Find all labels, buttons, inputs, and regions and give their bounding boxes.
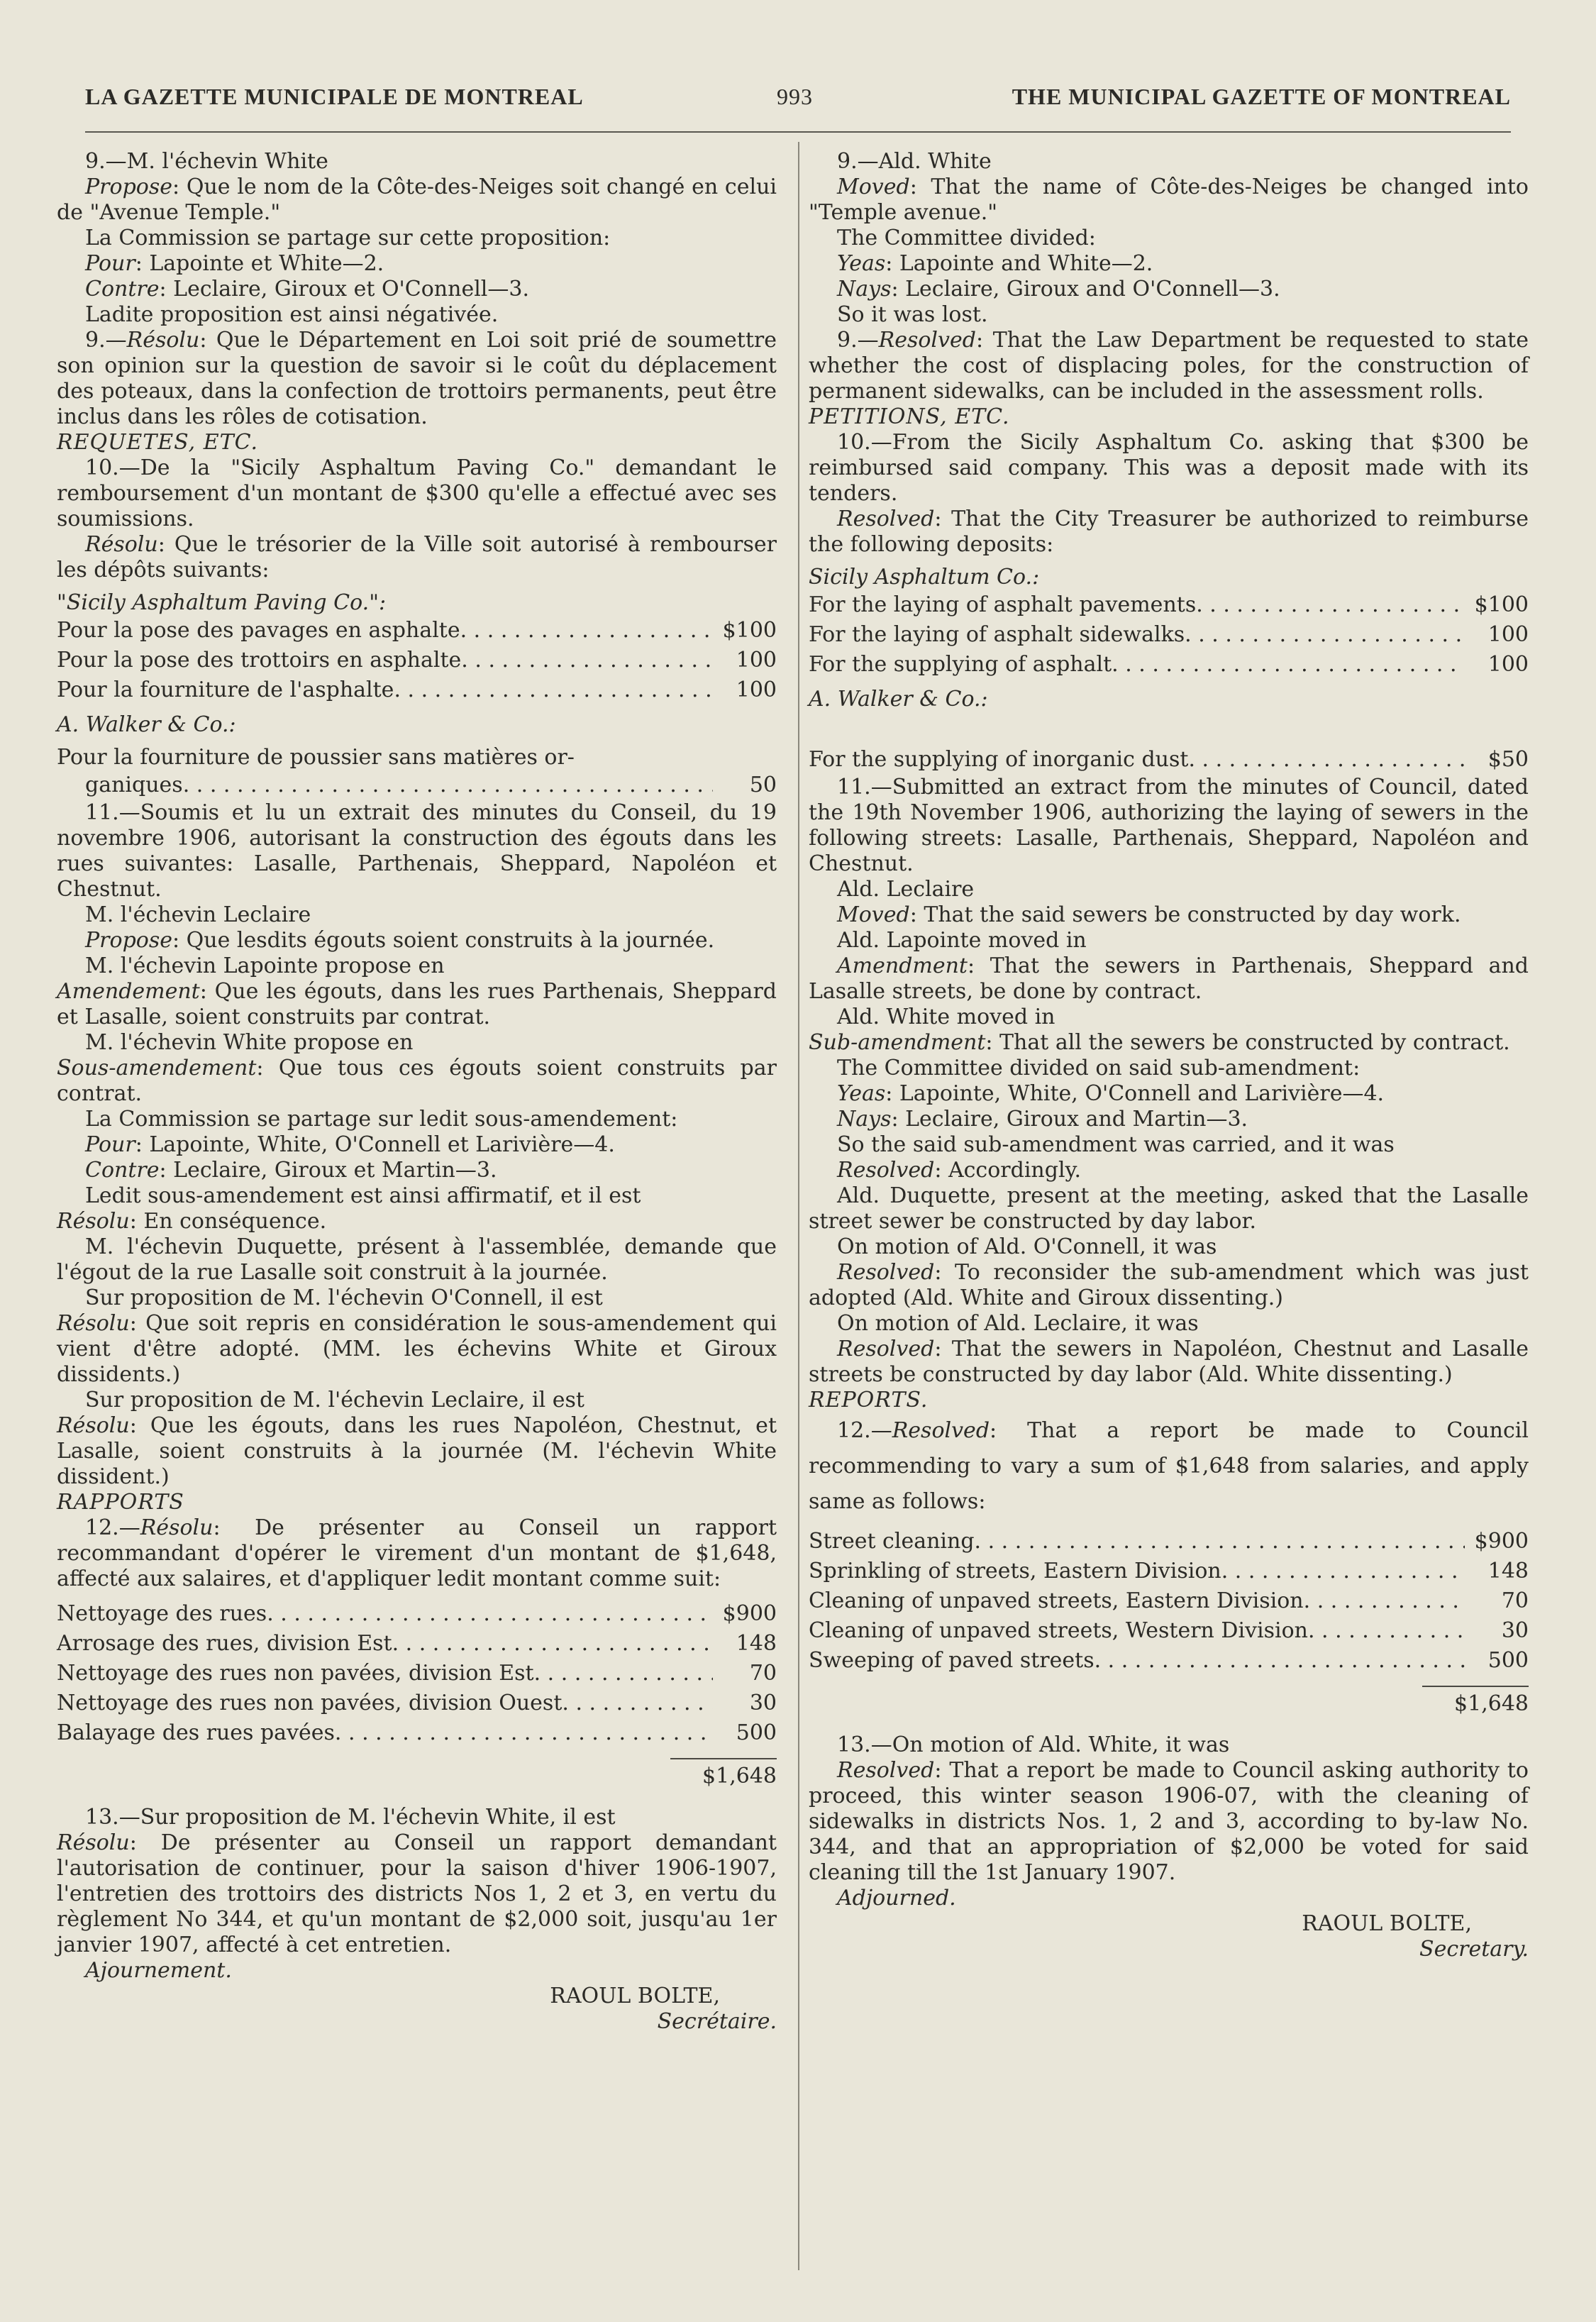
item-10-resolution: Resolved: That the City Treasurer be authorized to reimburse the following deposits: (809, 507, 1529, 557)
item-9-motion: Moved: That the name of Côte-des-Neiges be changed into "Temple avenue." (809, 175, 1529, 225)
salary-row: Balayage des rues pavées . . . 500 (57, 1718, 777, 1748)
item-11-leclaire-motion: On motion of Ald. Leclaire, it was (837, 1311, 1199, 1336)
item-11-leclaire-motion: Sur proposition de M. l'échevin Leclaire, il est (85, 1388, 584, 1412)
header-title-en: THE MUNICIPAL GAZETTE OF MONTREAL (1012, 84, 1511, 109)
total-rule (670, 1758, 777, 1759)
salary-row: Arrosage des rues, division Est . . . 148 (57, 1629, 777, 1659)
item-13-resolution: Resolved: That a report be made to Council asking authority to proceed, this winter season 1906-07, with the cleaning of sidewalks in districts Nos. 1, 2 and 3, according to by-law No. 344, and that an appropriation of $2,000 be voted for said cleaning till the 1st January 1907. (809, 1758, 1529, 1885)
total-rule (1422, 1686, 1529, 1687)
walker-row: For the supplying of inorganic dust . . . $50 (809, 745, 1529, 775)
adjournment: Adjourned. (837, 1886, 956, 1911)
header-rule (85, 131, 1511, 133)
item-9b-resolution: 9.—Resolved: That the Law Department be requested to state whether the cost of displacing poles, for the construction of permanent sidewalks, can be included in the assessment rolls. (809, 328, 1529, 404)
item-9-result: Ladite proposition est ainsi négativée. (85, 302, 499, 327)
item-11-alderman: Ald. Leclaire (837, 877, 975, 902)
item-9-division: The Committee divided: (837, 226, 1096, 250)
item-11-oconnell: On motion of Ald. O'Connell, it was (837, 1234, 1217, 1259)
item-9-against: Contre: Leclaire, Giroux et O'Connell—3. (85, 277, 530, 302)
section-reports: REPORTS. (809, 1388, 929, 1412)
signature-name: RAOUL BOLTE, (550, 1984, 720, 2008)
item-11-duquette: M. l'échevin Duquette, présent à l'assemblée, demande que l'égout de la rue Lasalle soit construit à la journée. (57, 1234, 777, 1285)
item-12-resolution: 12.—Résolu: De présenter au Conseil un rapport recommandant d'opérer le virement d'un montant de $1,648, affecté aux salaires, et d'appliquer ledit montant comme suit: (57, 1515, 777, 1591)
item-11-resolution-2: Résolu: Que soit repris en considération le sous-amendement qui vient d'être adopté. (MM. les échevins White et Giroux dissidents.) (57, 1311, 777, 1387)
item-11-division: La Commission se partage sur ledit sous-amendement: (85, 1107, 678, 1132)
item-11-motion: Moved: That the said sewers be constructed by day work. (837, 902, 1461, 927)
item-9-result: So it was lost. (837, 302, 988, 327)
salary-row: Nettoyage des rues non pavées, division Ouest . . . 30 (57, 1688, 777, 1718)
item-11-lapointe: Ald. Lapointe moved in (837, 928, 1087, 953)
item-11-carried: So the said sub-amendment was carried, and it was (837, 1132, 1395, 1157)
item-11-white: M. l'échevin White propose en (85, 1030, 414, 1055)
item-11-subamendment: Sous-amendement: Que tous ces égouts soient construits par contrat. (57, 1056, 777, 1106)
sicily-row: Pour la pose des pavages en asphalte . . . $100 (57, 616, 777, 646)
column-divider (798, 142, 799, 2270)
salary-row: Cleaning of unpaved streets, Eastern Division . . . 70 (809, 1586, 1529, 1616)
signature-title: Secrétaire. (657, 2009, 777, 2034)
sicily-row: Pour la pose des trottoirs en asphalte . . . 100 (57, 646, 777, 675)
item-11-extract: 11.—Soumis et lu un extrait des minutes du Conseil, du 19 novembre 1906, autorisant la construction des égouts dans les rues suivantes: Lasalle, Parthenais, Sheppard, Napoléon et Chestnut. (57, 800, 777, 902)
item-11-amendment: Amendment: That the sewers in Parthenais, Sheppard and Lasalle streets, be done by contract. (809, 953, 1529, 1004)
sicily-row: For the laying of asphalt pavements . . . $100 (809, 590, 1529, 620)
item-11-nays: Nays: Leclaire, Giroux and Martin—3. (837, 1107, 1248, 1132)
item-11-amendment: Amendement: Que les égouts, dans les rues Parthenais, Sheppard et Lasalle, soient construits par contrat. (57, 979, 777, 1029)
item-11-yeas: Yeas: Lapointe, White, O'Connell and Larivière—4. (837, 1081, 1385, 1106)
signature-title: Secretary. (1419, 1937, 1529, 1962)
salary-row: Cleaning of unpaved streets, Western Division . . . 30 (809, 1616, 1529, 1646)
item-11-duquette: Ald. Duquette, present at the meeting, asked that the Lasalle street sewer be constructed by day labor. (809, 1183, 1529, 1234)
item-11-resolution-2: Resolved: To reconsider the sub-amendment which was just adopted (Ald. White and Giroux dissenting.) (809, 1260, 1529, 1310)
adjournment: Ajournement. (85, 1958, 232, 1983)
sicily-row: For the supplying of asphalt . . . 100 (809, 650, 1529, 680)
item-11-for: Pour: Lapointe, White, O'Connell et Larivière—4. (85, 1132, 615, 1157)
item-11-resolution-1: Resolved: Accordingly. (837, 1158, 1082, 1183)
salary-row: Sweeping of paved streets . . . 500 (809, 1646, 1529, 1676)
item-11-lapointe: M. l'échevin Lapointe propose en (85, 953, 445, 978)
section-requetes: REQUETES, ETC. (57, 430, 259, 455)
item-13-motion: 13.—Sur proposition de M. l'échevin White, il est (85, 1805, 616, 1830)
item-9-heading: 9.—Ald. White (837, 149, 992, 174)
item-11-alderman: M. l'échevin Leclaire (85, 902, 311, 927)
item-9-yeas: Yeas: Lapointe and White—2. (837, 251, 1153, 276)
item-12-total: $1,648 (1454, 1691, 1529, 1716)
item-9-nays: Nays: Leclaire, Giroux and O'Connell—3. (837, 277, 1280, 302)
item-10-request: 10.—From the Sicily Asphaltum Co. asking that $300 be reimbursed said company. This was a deposit made with its tenders. (809, 430, 1529, 506)
item-9-division: La Commission se partage sur cette proposition: (85, 226, 611, 250)
item-12-total: $1,648 (702, 1764, 777, 1789)
walker-line: Pour la fourniture de poussier sans matières or- (57, 745, 575, 770)
item-11-white: Ald. White moved in (837, 1005, 1055, 1029)
item-11-motion: Propose: Que lesdits égouts soient construits à la journée. (85, 928, 715, 953)
item-11-extract: 11.—Submitted an extract from the minutes of Council, dated the 19th November 1906, authorizing the laying of sewers in the following streets: Lasalle, Parthenais, Sheppard, Napoléon and Chestnut. (809, 775, 1529, 876)
item-11-division: The Committee divided on said sub-amendment: (837, 1056, 1361, 1080)
item-12-resolution: 12.—Resolved: That a report be made to Council recommending to vary a sum of $1,648 from salaries, and apply same as follows: (809, 1418, 1529, 1514)
item-11-subamendment: Sub-amendment: That all the sewers be constructed by contract. (809, 1030, 1510, 1055)
item-13-motion: 13.—On motion of Ald. White, it was (837, 1732, 1230, 1757)
item-10-request: 10.—De la "Sicily Asphaltum Paving Co." demandant le remboursement d'un montant de $300 qu'elle a effectué avec ses soumissions. (57, 455, 777, 531)
english-column (809, 149, 1529, 1962)
item-11-resolution-1: Résolu: En conséquence. (57, 1209, 327, 1234)
walker-heading: A. Walker & Co.: (809, 687, 988, 712)
header-title-fr: LA GAZETTE MUNICIPALE DE MONTREAL (85, 84, 584, 109)
walker-row: ganiques . . . 50 (57, 770, 777, 800)
item-9-heading: 9.—M. l'échevin White (85, 149, 328, 174)
page-header (85, 84, 1511, 126)
sicily-row: For the laying of asphalt sidewalks . . . 100 (809, 620, 1529, 650)
signature-name: RAOUL BOLTE, (1302, 1911, 1472, 1936)
item-9-for: Pour: Lapointe et White—2. (85, 251, 384, 276)
salary-row: Nettoyage des rues . . . $900 (57, 1599, 777, 1629)
item-9b-resolution: 9.—Résolu: Que le Département en Loi soit prié de soumettre son opinion sur la question de savoir si le coût du déplacement des poteaux, dans la confection de trottoirs permanents, peut être inclus dans les rôles de cotisation. (57, 328, 777, 429)
salary-row: Street cleaning . . . $900 (809, 1527, 1529, 1557)
item-11-resolution-3: Resolved: That the sewers in Napoléon, Chestnut and Lasalle streets be constructed by day labor (Ald. White dissenting.) (809, 1337, 1529, 1387)
french-column (57, 149, 777, 2035)
item-11-oconnell: Sur proposition de M. l'échevin O'Connell, il est (85, 1286, 603, 1310)
walker-heading: A. Walker & Co.: (57, 712, 236, 737)
salary-row: Sprinkling of streets, Eastern Division . . . 148 (809, 1557, 1529, 1586)
section-rapports: RAPPORTS (57, 1490, 184, 1515)
item-9-motion: Propose: Que le nom de la Côte-des-Neiges soit changé en celui de "Avenue Temple." (57, 175, 777, 225)
sicily-heading: "Sicily Asphaltum Paving Co.": (57, 590, 387, 615)
item-11-affirmed: Ledit sous-amendement est ainsi affirmatif, et il est (85, 1183, 641, 1208)
sicily-row: Pour la fourniture de l'asphalte . . . 100 (57, 675, 777, 705)
sicily-heading: Sicily Asphaltum Co.: (809, 565, 1040, 590)
item-13-resolution: Résolu: De présenter au Conseil un rapport demandant l'autorisation de continuer, pour la saison d'hiver 1906-1907, l'entretien des trottoirs des districts Nos 1, 2 et 3, en vertu du règlement No 344, et qu'un montant de $2,000 soit, jusqu'au 1er janvier 1907, affecté à cet entretien. (57, 1830, 777, 1957)
section-petitions: PETITIONS, ETC. (809, 404, 1010, 429)
page-number: 993 (777, 84, 813, 109)
item-10-resolution: Résolu: Que le trésorier de la Ville soit autorisé à rembourser les dépôts suivants: (57, 532, 777, 582)
item-11-resolution-3: Résolu: Que les égouts, dans les rues Napoléon, Chestnut, et Lasalle, soient construits à la journée (M. l'échevin White dissident.) (57, 1413, 777, 1489)
salary-row: Nettoyage des rues non pavées, division Est . . . 70 (57, 1659, 777, 1688)
item-11-against: Contre: Leclaire, Giroux et Martin—3. (85, 1158, 497, 1183)
